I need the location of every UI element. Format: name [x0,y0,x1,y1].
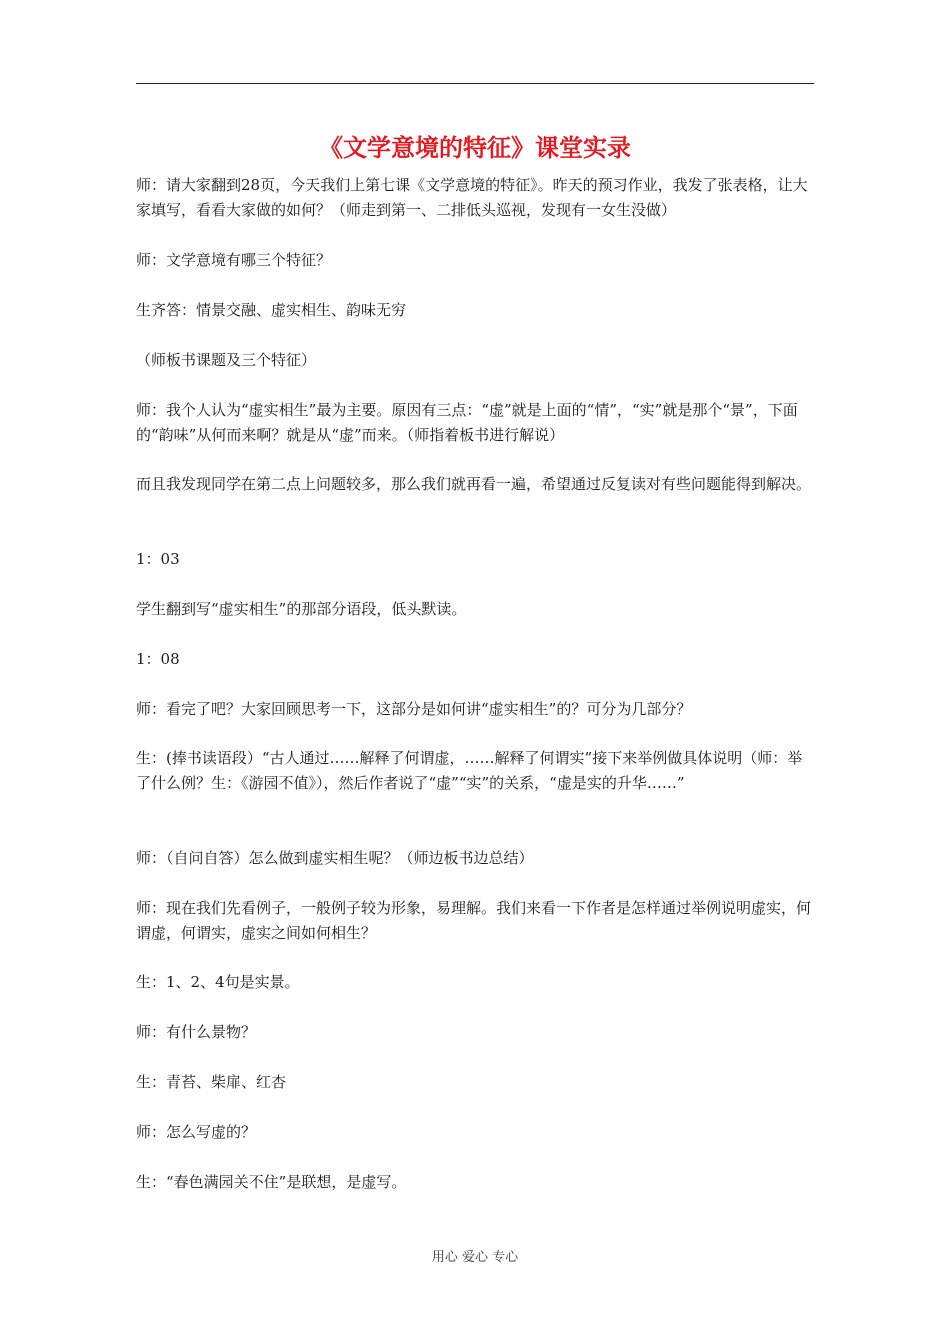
paragraph: 生齐答：情景交融、虚实相生、韵味无穷 [136,301,407,319]
paragraph: 师：文学意境有哪三个特征？ [136,251,332,269]
document-title: 《文学意境的特征》课堂实录 [319,134,631,162]
header-rule [136,83,814,84]
timestamp: 1：08 [136,650,180,668]
paragraph: 师：看完了吧？大家回顾思考一下，这部分是如何讲“虚实相生”的？可分为几部分？ [136,700,692,718]
paragraph: 生：(捧书读语段）“古人通过……解释了何谓虚，……解释了何谓实”接下来举例做具体说明（师：举了什么例？生：《游园不值》），然后作者说了“虚”“实”的关系，“虚是实的升华……” [136,749,803,792]
paragraph: 生：青苔、柴扉、红杏 [136,1073,287,1091]
paragraph: 师：请大家翻到28页，今天我们上第七课《文学意境的特征》。昨天的预习作业，我发了张表格，让大家填写，看看大家做的如何？（师走到第一、二排低头巡视，发现有一女生没做） [136,176,808,219]
paragraph: 师：现在我们先看例子，一般例子较为形象，易理解。我们来看一下作者是怎样通过举例说明虚实，何谓虚，何谓实，虚实之间如何相生？ [136,899,812,942]
paragraph: （师板书课题及三个特征） [136,351,317,369]
paragraph: 师：（自问自答）怎么做到虚实相生呢？（师边板书边总结） [136,849,534,867]
paragraph: 师：怎么写虚的？ [136,1123,257,1141]
timestamp: 1：03 [136,550,180,568]
paragraph: 学生翻到写“虚实相生”的那部分语段，低头默读。 [136,600,467,618]
paragraph: 师：有什么景物？ [136,1023,257,1041]
page-footer: 用心 爱心 专心 [431,1250,519,1265]
paragraph: 而且我发现同学在第二点上问题较多，那么我们就再看一遍，希望通过反复读对有些问题能得到解决。 [136,475,812,493]
paragraph: 生：1、2、4句是实景。 [136,973,300,991]
paragraph: 师：我个人认为“虚实相生”最为主要。原因有三点：“虚”就是上面的“情”，“实”就是那个“景”，下面的“韵味”从何而来啊？就是从“虚”而来。（师指着板书进行解说） [136,401,798,444]
paragraph: 生：“春色满园关不住”是联想，是虚写。 [136,1173,407,1191]
